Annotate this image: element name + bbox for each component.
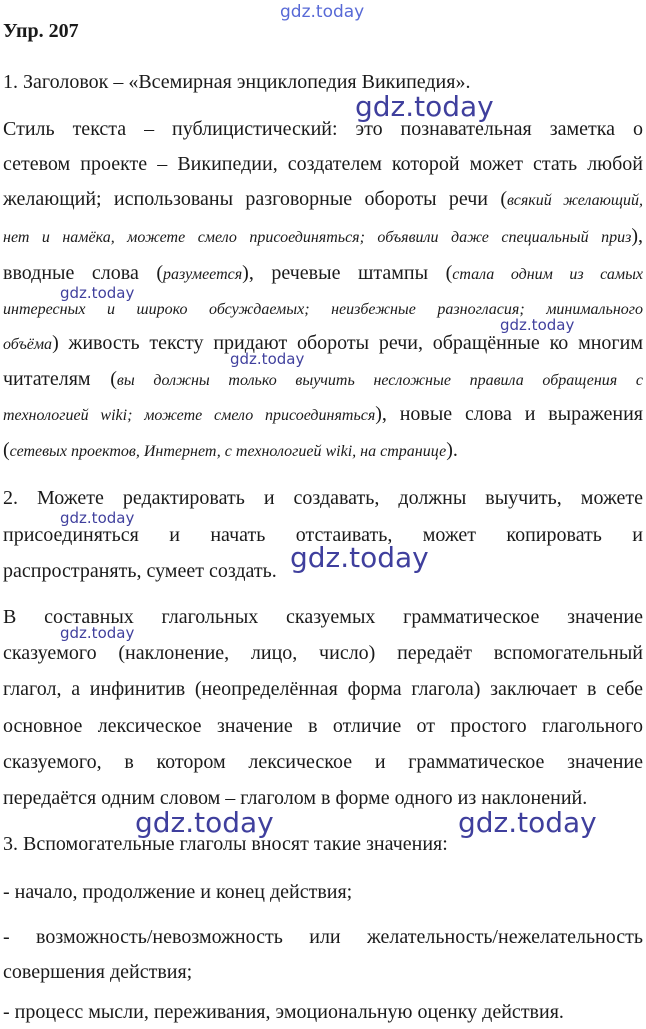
p1-line-11 [3,438,643,464]
p1-line-8-text: ) живость тексту придают обороты речи, обращённые ко многим [52,332,643,354]
watermark-top: gdz.today [280,2,365,22]
p1-line-5-italic: нет и намёка, можете смело присоединяться; объявили даже специальный приз [3,229,632,246]
p3-line-5: сказуемого, в котором лексическое и грамматическое значение [3,751,643,773]
p2-line-3: распространять, сумеет создать. [3,560,277,582]
p1-line-9-text: читателям ( [3,368,117,390]
p3-line-4: основное лексическое значение в отличие от простого глагольного [3,715,643,737]
watermark-8: gdz.today [135,806,274,839]
watermark-2: gdz.today [60,284,135,302]
p3-line-2: сказуемого (наклонение, лицо, число) передаёт вспомогательный [3,642,643,664]
watermark-1: gdz.today [355,90,494,123]
p1-line-11-open: ( [3,439,10,461]
p3-line-1: В составных глагольных сказуемых грамматическое значение [3,606,643,628]
watermark-3: gdz.today [500,316,575,334]
watermark-5: gdz.today [60,509,135,527]
p1-line-6-italic-a: разумеется [163,266,243,283]
p3-line-3: глагол, а инфинитив (неопределённая форма глагола) заключает в себе [3,678,643,700]
p1-line-9 [3,367,643,393]
p1-line-1: 1. Заголовок – «Всемирная энциклопедия Википедия». [3,71,471,93]
p1-line-8-italic: объёма [3,336,53,353]
p1-line-10 [3,402,643,428]
p1-line-6-italic-b: стала одним из самых [452,266,643,283]
p1-line-6-text-a: вводные слова ( [3,262,164,284]
p1-line-9-italic: вы должны только выучить несложные правила обращения с [116,372,644,389]
p2-line-2: присоединяться и начать отстаивать, может копировать и [3,524,643,546]
p1-line-6-text-b: ), речевые штампы ( [242,262,453,284]
p1-line-11-close: ). [446,439,458,461]
p1-line-8 [3,331,643,357]
watermark-4: gdz.today [230,350,305,368]
p1-line-5 [3,224,643,250]
p1-line-3: сетевом проекте – Википедии, создателем которой может стать любой [3,153,643,175]
p1-line-10-text: ), новые слова и выражения [375,403,643,425]
p3-line-6: передаётся одним словом – глаголом в форме одного из наклонений. [3,787,588,809]
p4-line-5: - процесс мысли, переживания, эмоциональную оценку действия. [3,1001,564,1023]
p1-line-11-italic: сетевых проектов, Интернет, с технологией wiki, на странице [9,443,447,460]
p4-line-4: совершения действия; [3,961,193,983]
p2-line-1: 2. Можете редактировать и создавать, должны выучить, можете [3,487,643,509]
p1-line-4 [3,187,643,213]
p4-line-2: - начало, продолжение и конец действия; [3,881,353,903]
p1-line-7 [3,296,643,322]
watermark-7: gdz.today [60,624,135,642]
p1-line-7-italic: интересных и широко обсуждаемых; неизбежные разногласия; минимального [3,301,643,318]
p4-line-1: 3. Вспомогательные глаголы вносят такие значения: [3,833,448,855]
p1-line-5-text: ), [631,225,643,247]
p1-line-10-italic: технологией wiki; можете смело присоединяться [3,407,376,424]
p4-line-3: - возможность/невозможность или желательность/нежелательность [3,926,643,948]
p1-line-6 [3,261,643,287]
p1-line-4-italic: всякий желающий, [507,192,643,209]
exercise-title: Упр. 207 [3,20,79,42]
p1-line-2: Стиль текста – публицистический: это познавательная заметка о [3,118,643,140]
watermark-9: gdz.today [458,806,597,839]
p1-line-4-text: желающий; использованы разговорные обороты речи ( [3,188,507,210]
watermark-6: gdz.today [290,541,429,574]
